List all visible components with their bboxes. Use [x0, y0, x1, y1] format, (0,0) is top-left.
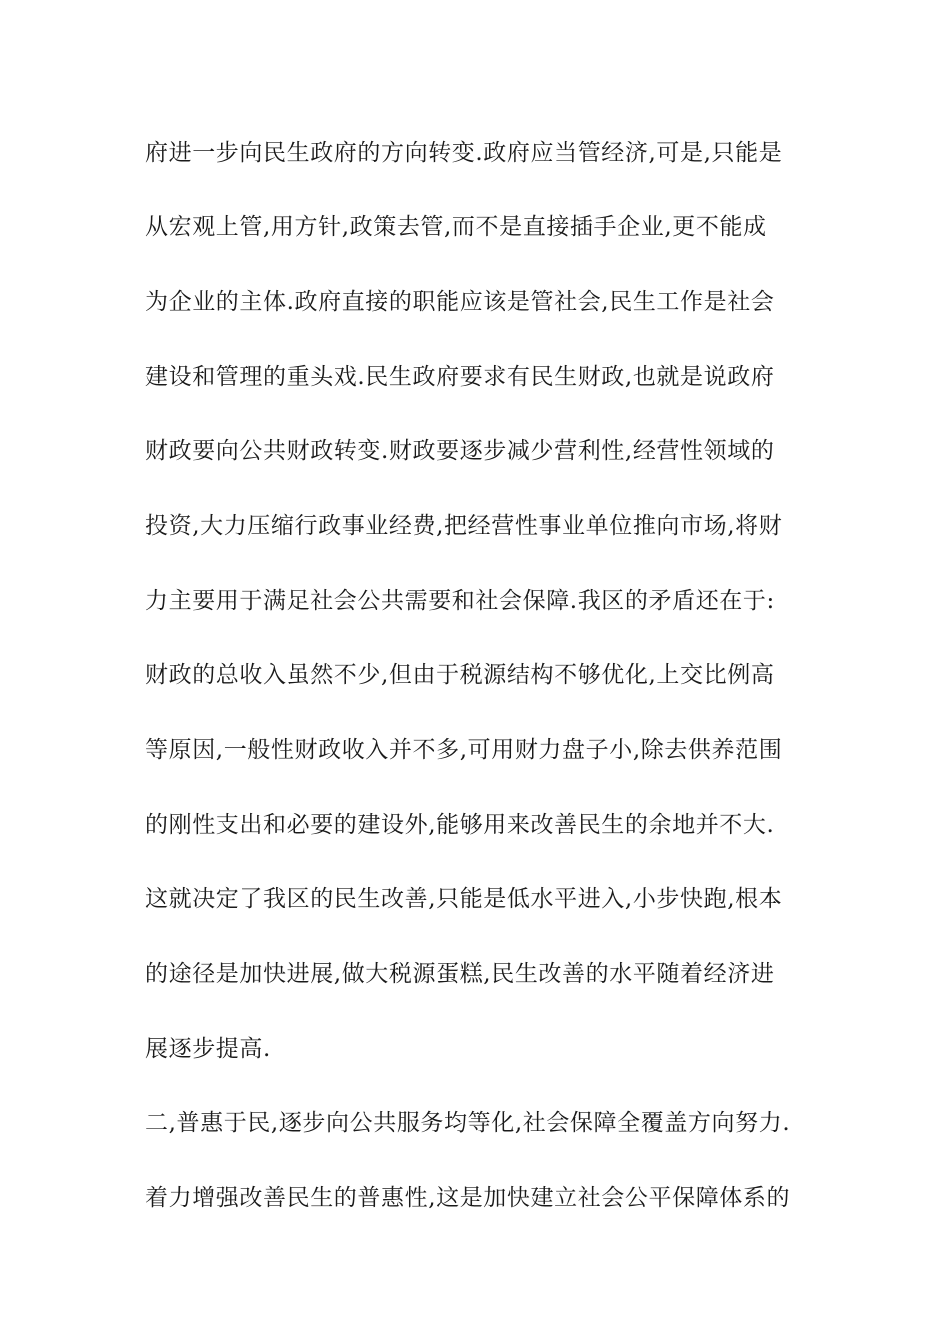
text-line: 的途径是加快进展,做大税源蛋糕,民生改善的水平随着经济进 [145, 961, 775, 987]
text-line: 财政要向公共财政转变.财政要逐步减少营利性,经营性领域的 [145, 438, 775, 464]
text-line: 等原因,一般性财政收入并不多,可用财力盘子小,除去供养范围 [145, 737, 783, 763]
text-line: 从宏观上管,用方针,政策去管,而不是直接插手企业,更不能成 [145, 214, 767, 240]
text-line: 财政的总收入虽然不少,但由于税源结构不够优化,上交比例高 [145, 662, 775, 688]
text-line: 展逐步提高. [145, 1036, 271, 1062]
text-line: 府进一步向民生政府的方向转变.政府应当管经济,可是,只能是 [145, 140, 783, 166]
text-line: 的刚性支出和必要的建设外,能够用来改善民生的余地并不大. [145, 812, 775, 838]
text-line: 着力增强改善民生的普惠性,这是加快建立社会公平保障体系的 [145, 1185, 791, 1211]
text-line: 建设和管理的重头戏.民生政府要求有民生财政,也就是说政府 [145, 364, 775, 390]
text-line: 力主要用于满足社会公共需要和社会保障.我区的矛盾还在于: [145, 588, 775, 614]
text-line: 为企业的主体.政府直接的职能应该是管社会,民生工作是社会 [145, 289, 775, 315]
text-line: 这就决定了我区的民生改善,只能是低水平进入,小步快跑,根本 [145, 886, 783, 912]
text-line: 投资,大力压缩行政事业经费,把经营性事业单位推向市场,将财 [145, 513, 783, 539]
section-heading-line: 二,普惠于民,逐步向公共服务均等化,社会保障全覆盖方向努力. [145, 1110, 791, 1136]
